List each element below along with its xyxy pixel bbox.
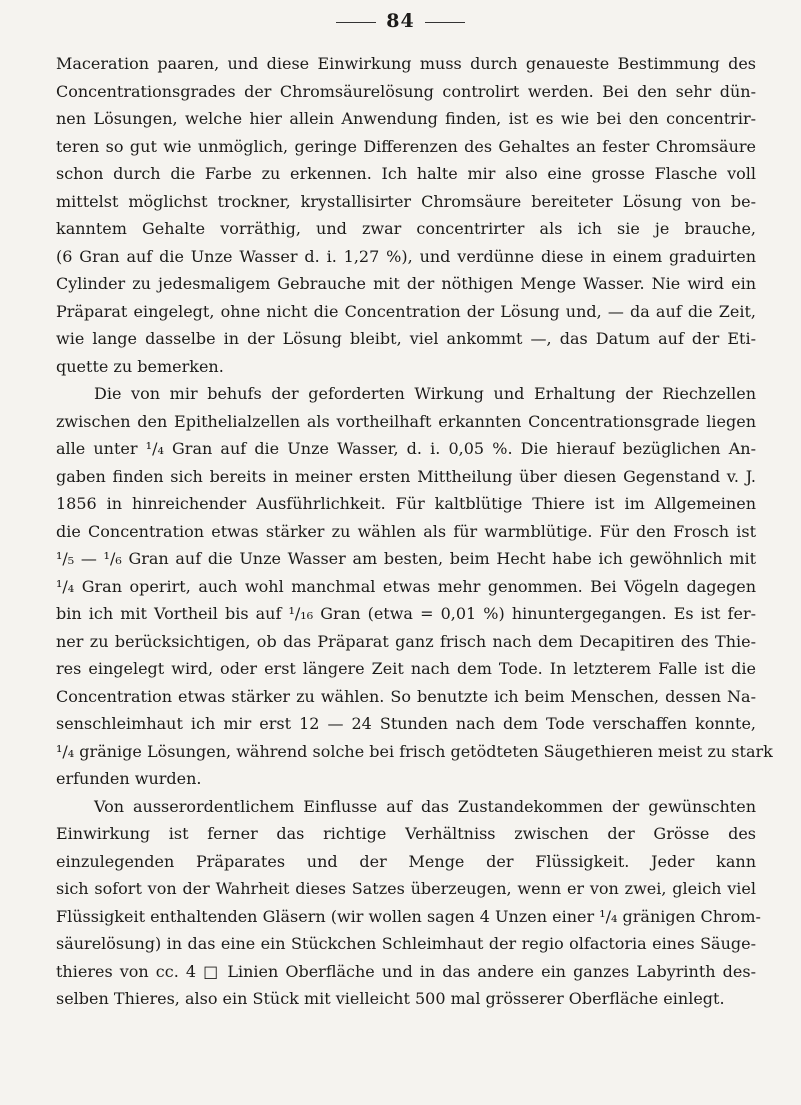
text-line: bin ich mit Vortheil bis auf ¹/₁₆ Gran (etwa = 0,01 %) hinuntergegangen. Es ist fer-: [56, 604, 756, 623]
text-line: sich sofort von der Wahrheit dieses Satzes überzeugen, wenn er von zwei, gleich viel: [56, 879, 756, 898]
text-line: alle unter ¹/₄ Gran auf die Unze Wasser, d. i. 0,05 %. Die hierauf bezüglichen An-: [56, 439, 756, 458]
text-line: säurelösung) in das eine ein Stückchen Schleimhaut der regio olfactoria eines Säuge-: [56, 934, 756, 953]
text-line: res eingelegt wird, oder erst längere Zeit nach dem Tode. In letzterem Falle ist die: [56, 659, 756, 678]
text-line: ¹/₄ Gran operirt, auch wohl manchmal etwas mehr genommen. Bei Vögeln dagegen: [56, 576, 756, 596]
text-line: Präparat eingelegt, ohne nicht die Concentration der Lösung und, — da auf die Zeit,: [56, 301, 756, 321]
text-line: die Concentration etwas stärker zu wählen als für warmblütige. Für den Frosch ist: [56, 521, 756, 541]
header-dash-right: [425, 22, 465, 23]
header-dash-left: [336, 22, 376, 23]
text-line: ner zu berücksichtigen, ob das Präparat ganz frisch nach dem Decapitiren des Thie-: [56, 631, 756, 651]
text-line: (6 Gran auf die Unze Wasser d. i. 1,27 %), und verdünne diese in einem graduirten: [56, 246, 756, 266]
text-line: thieres von cc. 4 □ Linien Oberfläche und in das andere ein ganzes Labyrinth des-: [56, 961, 756, 981]
text-line: erfunden wurden.: [56, 769, 202, 788]
text-line: ¹/₅ — ¹/₆ Gran auf die Unze Wasser am besten, beim Hecht habe ich gewöhnlich mit: [56, 549, 756, 568]
text-line: schon durch die Farbe zu erkennen. Ich halte mir also eine grosse Flasche voll: [56, 164, 756, 183]
paragraph-3: [56, 793, 761, 1013]
text-line: mittelst möglichst trockner, krystallisirter Chromsäure bereiteter Lösung von be-: [56, 191, 756, 211]
paragraph-1: [56, 50, 756, 380]
text-line: selben Thieres, also ein Stück mit vielleicht 500 mal grösserer Oberfläche einlegt.: [56, 989, 725, 1008]
page-number: 84: [386, 10, 415, 32]
text-line: Die von mir behufs der geforderten Wirkung und Erhaltung der Riechzellen: [94, 384, 756, 403]
text-line: senschleimhaut ich mir erst 12 — 24 Stunden nach dem Tode verschaffen konnte,: [56, 714, 756, 733]
text-line: Einwirkung ist ferner das richtige Verhältniss zwischen der Grösse des: [56, 824, 756, 843]
text-line: Flüssigkeit enthaltenden Gläsern (wir wollen sagen 4 Unzen einer ¹/₄ gränigen Chrom-: [56, 906, 761, 926]
text-line: Concentrationsgrades der Chromsäurelösung controlirt werden. Bei den sehr dün-: [56, 81, 756, 101]
text-line: Concentration etwas stärker zu wählen. So benutzte ich beim Menschen, dessen Na-: [56, 686, 756, 706]
text-line: quette zu bemerken.: [56, 356, 224, 376]
text-line: zwischen den Epithelialzellen als vortheilhaft erkannten Concentrationsgrade liegen: [56, 411, 756, 431]
text-line: Von ausserordentlichem Einflusse auf das Zustandekommen der gewünschten: [94, 796, 756, 816]
text-line: 1856 in hinreichender Ausführlichkeit. Für kaltblütige Thiere ist im Allgemeinen: [56, 494, 756, 513]
body-text: [56, 50, 773, 1013]
paragraph-2: [56, 380, 773, 793]
text-line: teren so gut wie unmöglich, geringe Differenzen des Gehaltes an fester Chromsäure: [56, 136, 756, 156]
text-line: einzulegenden Präparates und der Menge der Flüssigkeit. Jeder kann: [56, 851, 756, 871]
text-line: nen Lösungen, welche hier allein Anwendung finden, ist es wie bei den concentrir-: [56, 109, 756, 128]
text-line: kanntem Gehalte vorräthig, und zwar concentrirter als ich sie je brauche,: [56, 219, 756, 238]
text-line: wie lange dasselbe in der Lösung bleibt, viel ankommt —, das Datum auf der Eti-: [56, 329, 756, 348]
text-line: Cylinder zu jedesmaligem Gebrauche mit der nöthigen Menge Wasser. Nie wird ein: [56, 274, 756, 293]
text-line: gaben finden sich bereits in meiner ersten Mittheilung über diesen Gegenstand v. J.: [56, 466, 756, 486]
page-header: [0, 10, 801, 32]
text-line: ¹/₄ gränige Lösungen, während solche bei frisch getödteten Säugethieren meist zu stark: [56, 741, 773, 761]
text-line: Maceration paaren, und diese Einwirkung muss durch genaueste Bestimmung des: [56, 54, 756, 73]
